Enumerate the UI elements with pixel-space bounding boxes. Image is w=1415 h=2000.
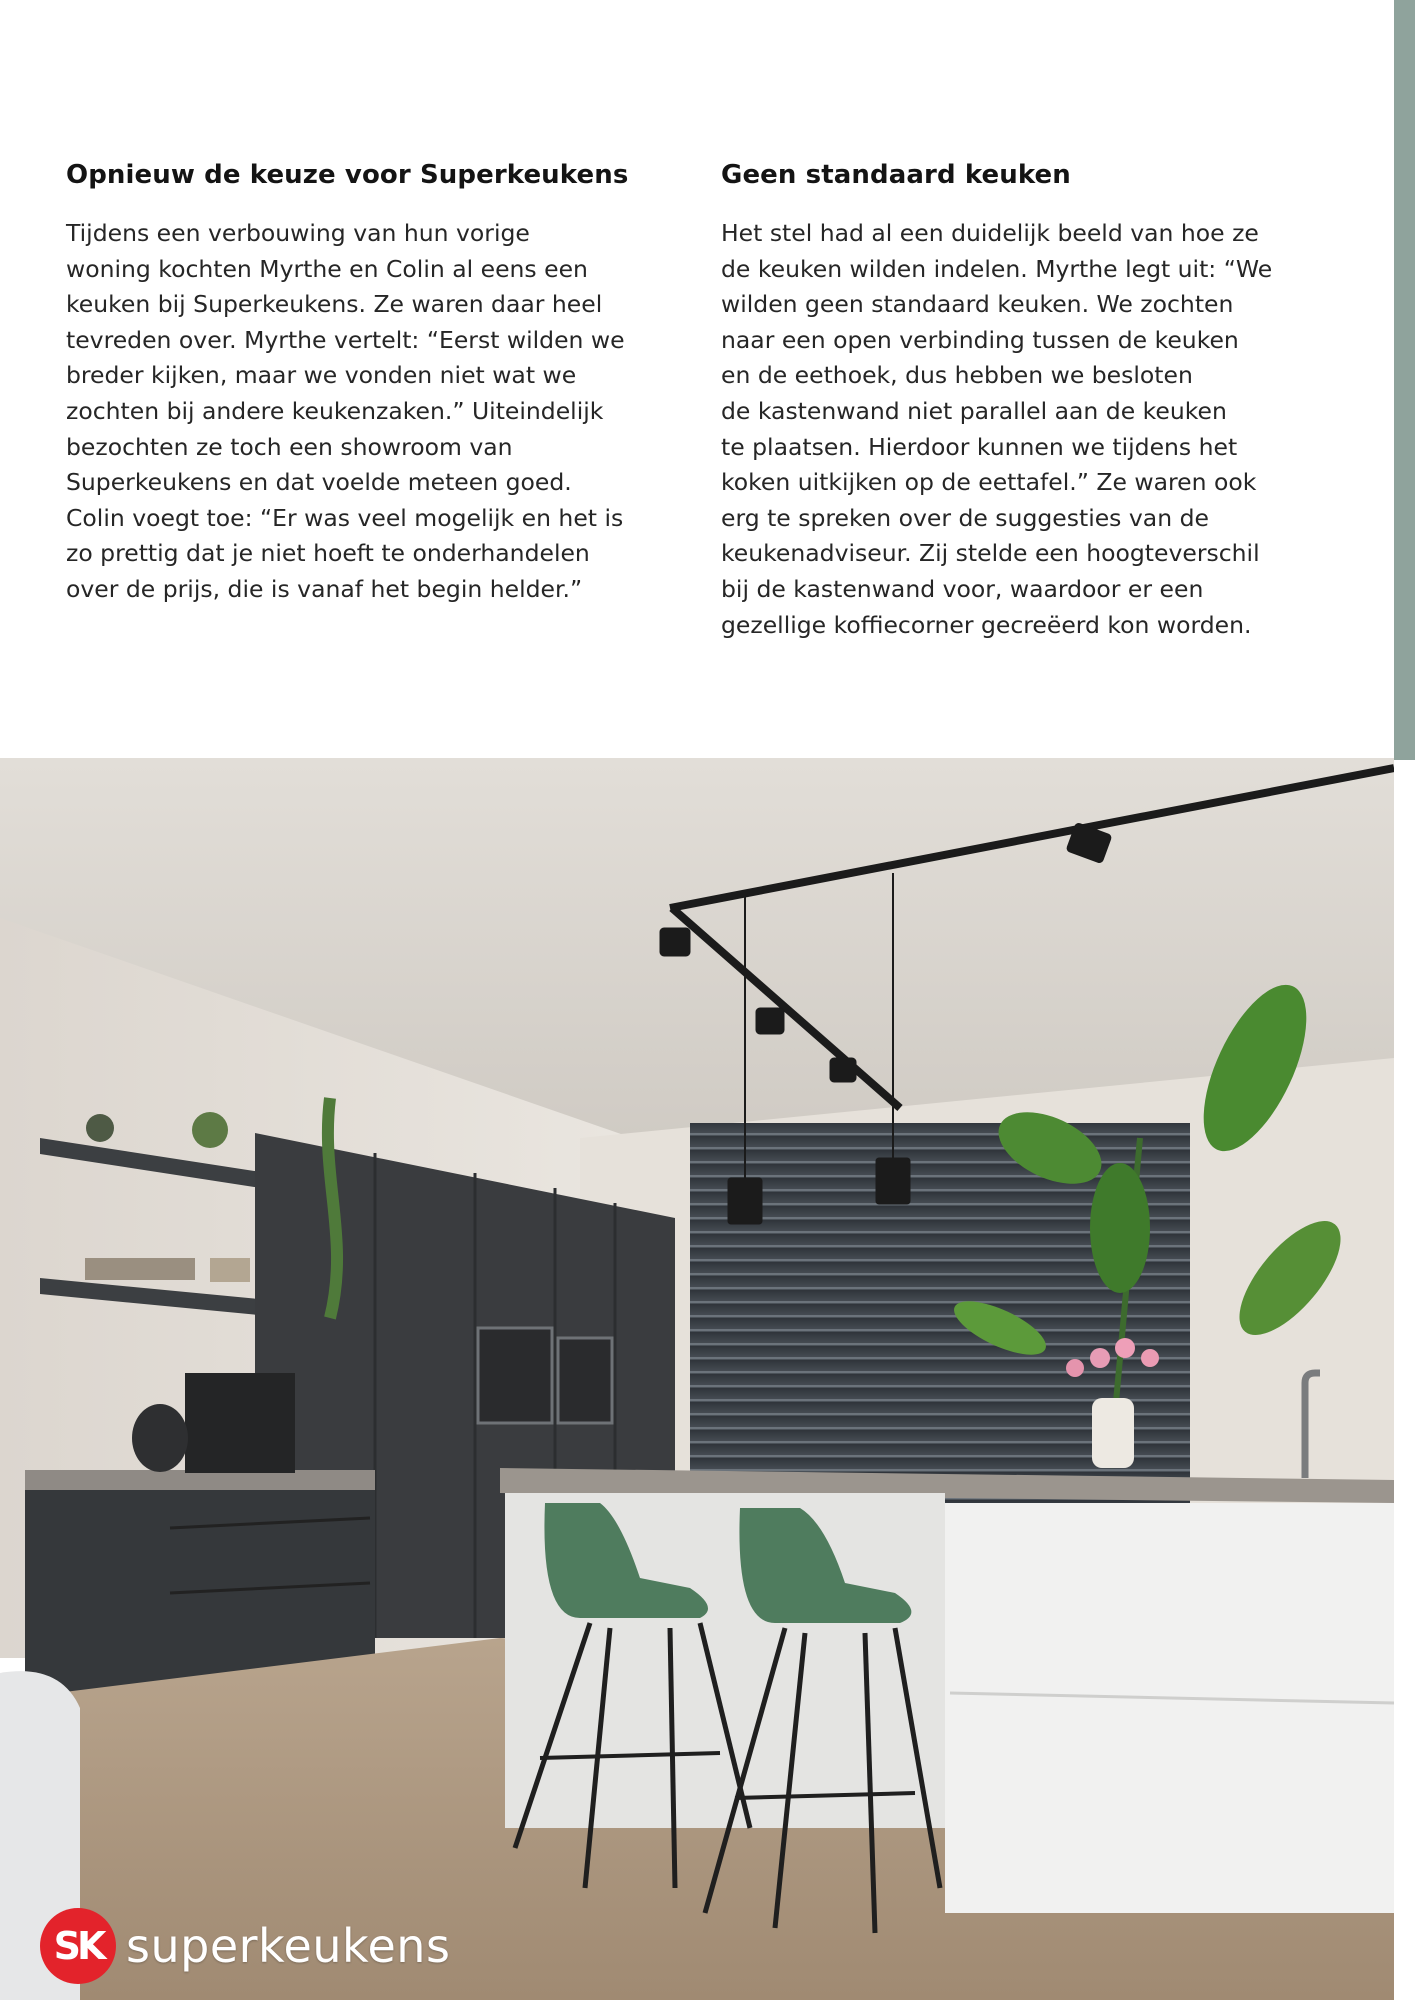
coffee-machine	[185, 1373, 295, 1473]
kettle	[132, 1404, 188, 1472]
body-line: de keuken wilden indelen. Myrthe legt uit: “We	[721, 254, 1273, 283]
body-line: zochten bij andere keukenzaken.” Uiteindelijk	[66, 396, 604, 425]
body-line: Het stel had al een duidelijk beeld van hoe ze	[721, 219, 1259, 247]
section-body-right	[721, 216, 1341, 643]
article-column-right	[721, 160, 1341, 643]
body-line: bezochten ze toch een showroom van	[66, 432, 513, 461]
body-line: breder kijken, maar we vonden niet wat we	[66, 361, 577, 390]
oven	[558, 1338, 612, 1423]
body-line: de kastenwand niet parallel aan de keuken	[721, 396, 1227, 425]
brand-logo	[40, 1906, 450, 1986]
body-line: bij de kastenwand voor, waardoor er een	[721, 574, 1204, 603]
brand-logo-mark: SK	[40, 1908, 116, 1984]
section-heading-left: Opnieuw de keuze voor Superkeukens	[66, 160, 629, 190]
body-line: erg te spreken over de suggesties van de	[721, 503, 1209, 532]
body-line: tevreden over. Myrthe vertelt: “Eerst wilden we	[66, 325, 625, 354]
body-line: Superkeukens en dat voelde meteen goed.	[66, 468, 572, 497]
body-line: keukenadviseur. Zij stelde een hoogteverschil	[721, 539, 1260, 568]
kitchen-illustration	[0, 758, 1394, 2000]
island-front	[945, 1503, 1394, 1913]
article-column-left	[66, 160, 666, 608]
kitchen-photo	[0, 758, 1394, 2000]
body-line: koken uitkijken op de eettafel.” Ze waren ook	[721, 468, 1257, 497]
body-line: en de eethoek, dus hebben we besloten	[721, 361, 1193, 390]
body-line: te plaatsen. Hierdoor kunnen we tijdens het	[721, 432, 1238, 461]
brand-wordmark: superkeukens	[126, 1919, 451, 1973]
section-body-left	[66, 216, 666, 608]
body-line: Colin voegt toe: “Er was veel mogelijk en het is	[66, 503, 624, 532]
body-line: Tijdens een verbouwing van hun vorige	[66, 219, 530, 247]
body-line: over de prijs, die is vanaf het begin helder.”	[66, 574, 583, 603]
oven	[478, 1328, 552, 1423]
body-line: zo prettig dat je niet hoeft te onderhandelen	[66, 539, 590, 568]
body-line: naar een open verbinding tussen de keuken	[721, 325, 1239, 354]
body-line: keuken bij Superkeukens. Ze waren daar heel	[66, 290, 603, 319]
section-heading-right: Geen standaard keuken	[721, 160, 1071, 190]
body-line: gezellige koffiecorner gecreëerd kon worden.	[721, 610, 1252, 639]
body-line: woning kochten Myrthe en Colin al eens een	[66, 254, 588, 283]
body-line: wilden geen standaard keuken. We zochten	[721, 290, 1234, 319]
page-edge-stripe	[1394, 0, 1415, 760]
